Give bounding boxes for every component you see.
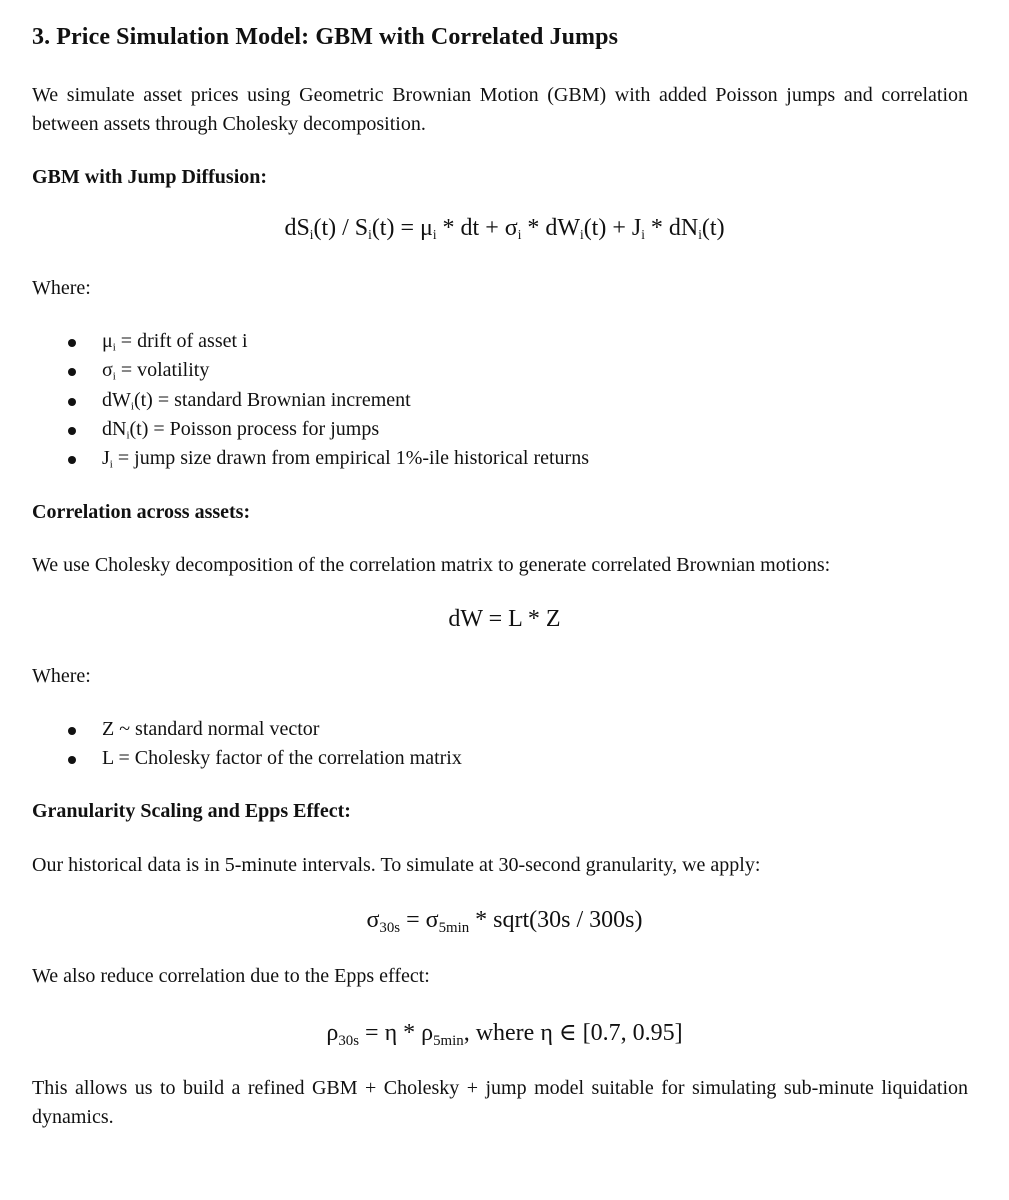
correlation-variable-list xyxy=(60,715,462,774)
correlation-where-label: Where: xyxy=(32,665,91,687)
list-item: $\sigma_i$ = volatility xyxy=(60,356,589,385)
epps-formula: $\rho_{30s} = \eta * \rho_{5min}$, where η ∈ [0.7, 0.95] xyxy=(326,1020,683,1050)
bullet-icon xyxy=(68,339,76,347)
bullet-icon xyxy=(68,456,76,464)
bullet-icon xyxy=(68,398,76,406)
list-item: $dN_i(t)$ = Poisson process for jumps xyxy=(60,415,589,444)
correlation-text: We use Cholesky decomposition of the correlation matrix to generate correlated Brownian motions: xyxy=(32,554,831,576)
section-title: 3. Price Simulation Model: GBM with Correlated Jumps xyxy=(32,24,619,50)
conclusion-paragraph: This allows us to build a refined GBM + Cholesky + jump model suitable for simulating sub-minute liquidation dynamics. xyxy=(32,1077,968,1128)
gbm-heading: GBM with Jump Diffusion: xyxy=(32,166,268,188)
granularity-heading: Granularity Scaling and Epps Effect: xyxy=(32,800,351,822)
bullet-icon xyxy=(68,427,76,435)
bullet-icon xyxy=(68,727,76,735)
granularity-text: Our historical data is in 5-minute intervals. To simulate at 30-second granularity, we apply: xyxy=(32,854,761,876)
correlation-heading: Correlation across assets: xyxy=(32,501,251,523)
cholesky-formula: dW = L * Z xyxy=(448,606,561,632)
bullet-icon xyxy=(68,368,76,376)
list-item: L = Cholesky factor of the correlation matrix xyxy=(60,744,462,773)
gbm-where-label: Where: xyxy=(32,277,91,299)
intro-paragraph: We simulate asset prices using Geometric Brownian Motion (GBM) with added Poisson jumps and correlation between assets through Cholesky decomposition. xyxy=(32,84,968,135)
list-item: $\mu_i$ = drift of asset i xyxy=(60,327,589,356)
list-item: Z ~ standard normal vector xyxy=(60,715,462,744)
list-item: $dW_i(t)$ = standard Brownian increment xyxy=(60,386,589,415)
epps-text: We also reduce correlation due to the Epps effect: xyxy=(32,965,430,987)
gbm-variable-list xyxy=(60,327,589,473)
gbm-formula: $dS_i(t) / S_i(t) = \mu_i$ * dt + $\sigma_i * dW_i(t) + J_i * dN_i(t)$ xyxy=(284,215,725,242)
bullet-icon xyxy=(68,756,76,764)
list-item: $J_i$ = jump size drawn from empirical 1%-ile historical returns xyxy=(60,444,589,473)
volatility-scaling-formula: $\sigma_{30s} = \sigma_{5min}$ * sqrt(30s / 300s) xyxy=(366,907,643,937)
